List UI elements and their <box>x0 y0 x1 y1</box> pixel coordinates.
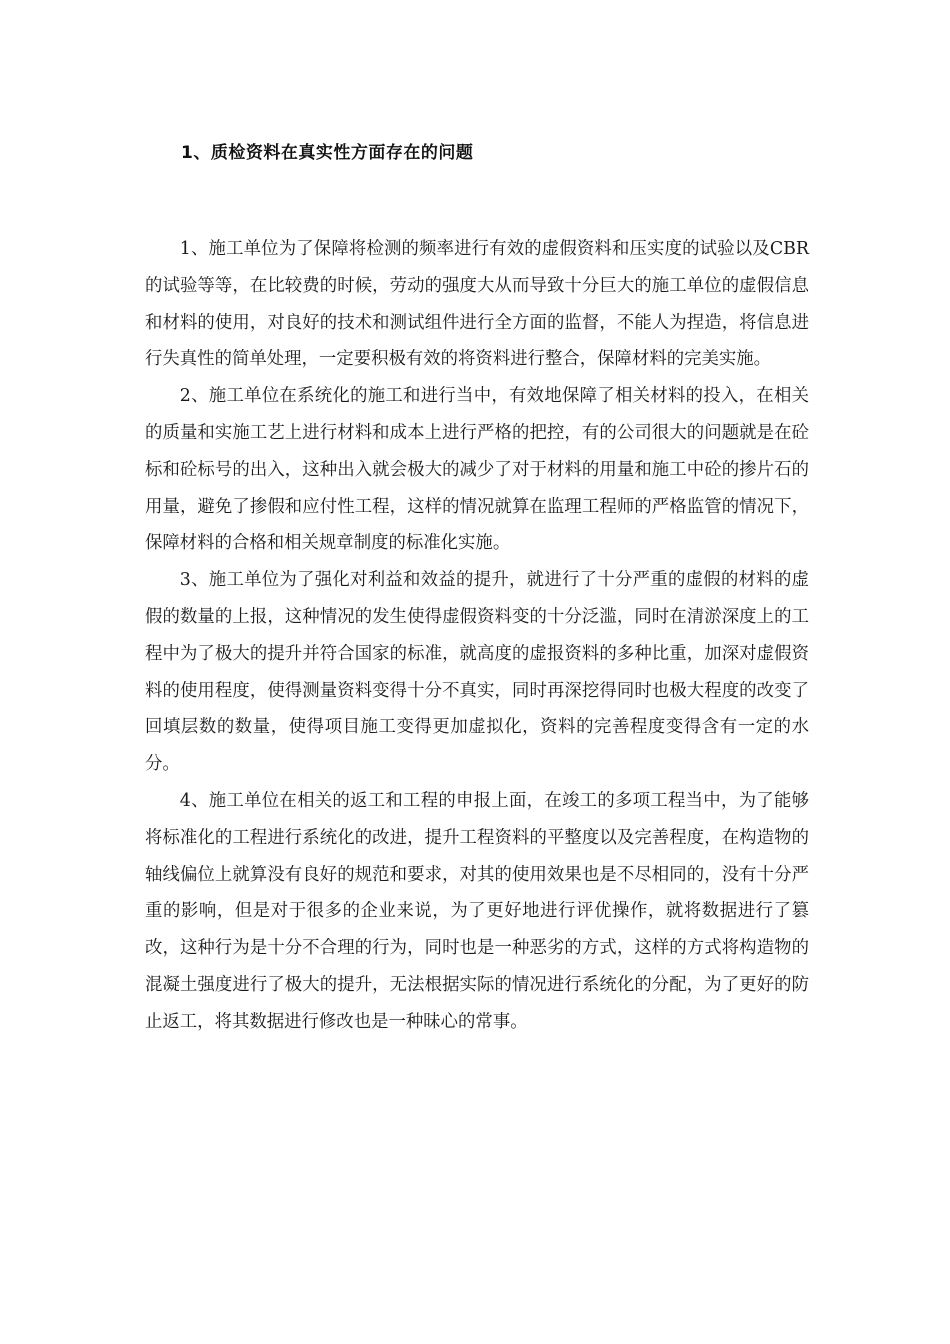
section-heading: 1、质检资料在真实性方面存在的问题 <box>181 143 474 163</box>
paragraph-2: 2、施工单位在系统化的施工和进行当中，有效地保障了相关材料的投入，在相关的质量和实施工艺上进行材料和成本上进行严格的把控，有的公司很大的问题就是在砼标和砼标号的出入，这种出入就会极大的减少了对于材料的用量和施工中砼的掺片石的用量，避免了掺假和应付性工程，这样的情况就算在监理工程师的严格监管的情况下，保障材料的合格和相关规章制度的标准化实施。 <box>145 386 809 554</box>
paragraph-3: 3、施工单位为了强化对利益和效益的提升，就进行了十分严重的虚假的材料的虚假的数量的上报，这种情况的发生使得虚假资料变的十分泛滥，同时在清淤深度上的工程中为了极大的提升并符合国家的标准，就高度的虚报资料的多种比重，加深对虚假资料的使用程度，使得测量资料变得十分不真实，同时再深挖得同时也极大程度的改变了回填层数的数量，使得项目施工变得更加虚拟化，资料的完善程度变得含有一定的水分。 <box>145 570 809 775</box>
paragraph-4: 4、施工单位在相关的返工和工程的申报上面，在竣工的多项工程当中，为了能够将标准化的工程进行系统化的改进，提升工程资料的平整度以及完善程度，在构造物的轴线偏位上就算没有良好的规范和要求，对其的使用效果也是不尽相同的，没有十分严重的影响，但是对于很多的企业来说，为了更好地进行评优操作，就将数据进行了篡改，这种行为是十分不合理的行为，同时也是一种恶劣的方式，这样的方式将构造物的混凝土强度进行了极大的提升，无法根据实际的情况进行系统化的分配，为了更好的防止返工，将其数据进行修改也是一种昧心的常事。 <box>145 790 809 1032</box>
document-body <box>145 231 809 1041</box>
paragraph-1: 1、施工单位为了保障将检测的频率进行有效的虚假资料和压实度的试验以及CBR的试验等等，在比较费的时候，劳动的强度大从而导致十分巨大的施工单位的虚假信息和材料的使用，对良好的技术和测试组件进行全方面的监督，不能人为捏造，将信息进行失真性的简单处理，一定要积极有效的将资料进行整合，保障材料的完美实施。 <box>145 239 809 370</box>
